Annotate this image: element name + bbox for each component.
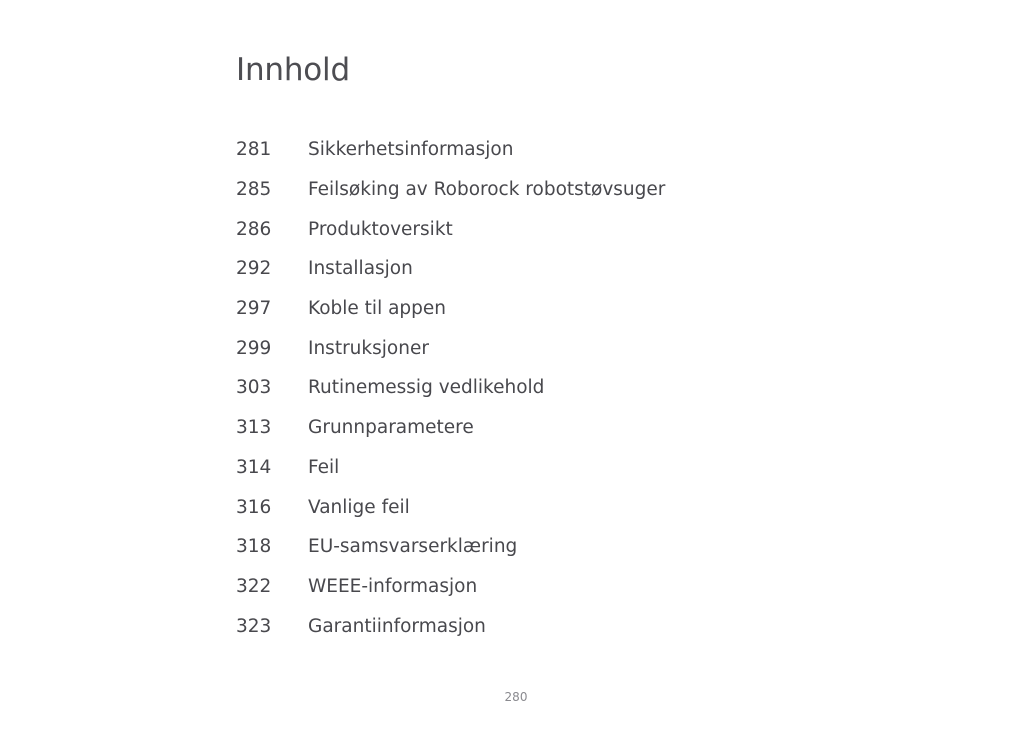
toc-entry[interactable] bbox=[236, 448, 796, 488]
toc-entry-label: WEEE-informasjon bbox=[308, 575, 478, 597]
toc-entry[interactable] bbox=[236, 567, 796, 607]
toc-page-number: 322 bbox=[236, 575, 272, 597]
toc-entry[interactable] bbox=[236, 209, 796, 249]
toc-entry[interactable] bbox=[236, 289, 796, 329]
toc-page-number: 313 bbox=[236, 417, 272, 439]
toc-page-number: 285 bbox=[236, 179, 272, 201]
toc-entry-label: Installasjon bbox=[308, 258, 413, 280]
toc-entry-label: EU-samsvarserklæring bbox=[308, 536, 518, 558]
toc-entry[interactable] bbox=[236, 606, 796, 646]
toc-page-number: 281 bbox=[236, 139, 272, 161]
toc-entry[interactable] bbox=[236, 130, 796, 170]
toc-entry-label: Feilsøking av Roborock robotstøvsuger bbox=[308, 179, 666, 201]
table-of-contents bbox=[236, 130, 796, 646]
toc-page-number: 297 bbox=[236, 298, 272, 320]
toc-entry-label: Produktoversikt bbox=[308, 218, 453, 240]
toc-entry-label: Feil bbox=[308, 456, 340, 478]
toc-page-number: 292 bbox=[236, 258, 272, 280]
toc-page-number: 299 bbox=[236, 337, 272, 359]
page-title: Innhold bbox=[236, 52, 350, 88]
toc-entry[interactable] bbox=[236, 527, 796, 567]
toc-entry[interactable] bbox=[236, 328, 796, 368]
toc-entry[interactable] bbox=[236, 368, 796, 408]
toc-entry[interactable] bbox=[236, 487, 796, 527]
toc-entry[interactable] bbox=[236, 249, 796, 289]
toc-page-number: 316 bbox=[236, 496, 272, 518]
toc-page-number: 303 bbox=[236, 377, 272, 399]
toc-entry[interactable] bbox=[236, 170, 796, 210]
toc-page-number: 286 bbox=[236, 218, 272, 240]
toc-entry-label: Grunnparametere bbox=[308, 417, 474, 439]
toc-entry-label: Sikkerhetsinformasjon bbox=[308, 139, 514, 161]
footer-page-number: 280 bbox=[504, 690, 528, 704]
toc-page-number: 318 bbox=[236, 536, 272, 558]
toc-entry-label: Rutinemessig vedlikehold bbox=[308, 377, 545, 399]
toc-page-number: 314 bbox=[236, 456, 272, 478]
toc-page-number: 323 bbox=[236, 615, 272, 637]
toc-entry-label: Koble til appen bbox=[308, 298, 447, 320]
toc-entry[interactable] bbox=[236, 408, 796, 448]
toc-entry-label: Instruksjoner bbox=[308, 337, 429, 359]
toc-entry-label: Vanlige feil bbox=[308, 496, 410, 518]
toc-entry-label: Garantiinformasjon bbox=[308, 615, 486, 637]
